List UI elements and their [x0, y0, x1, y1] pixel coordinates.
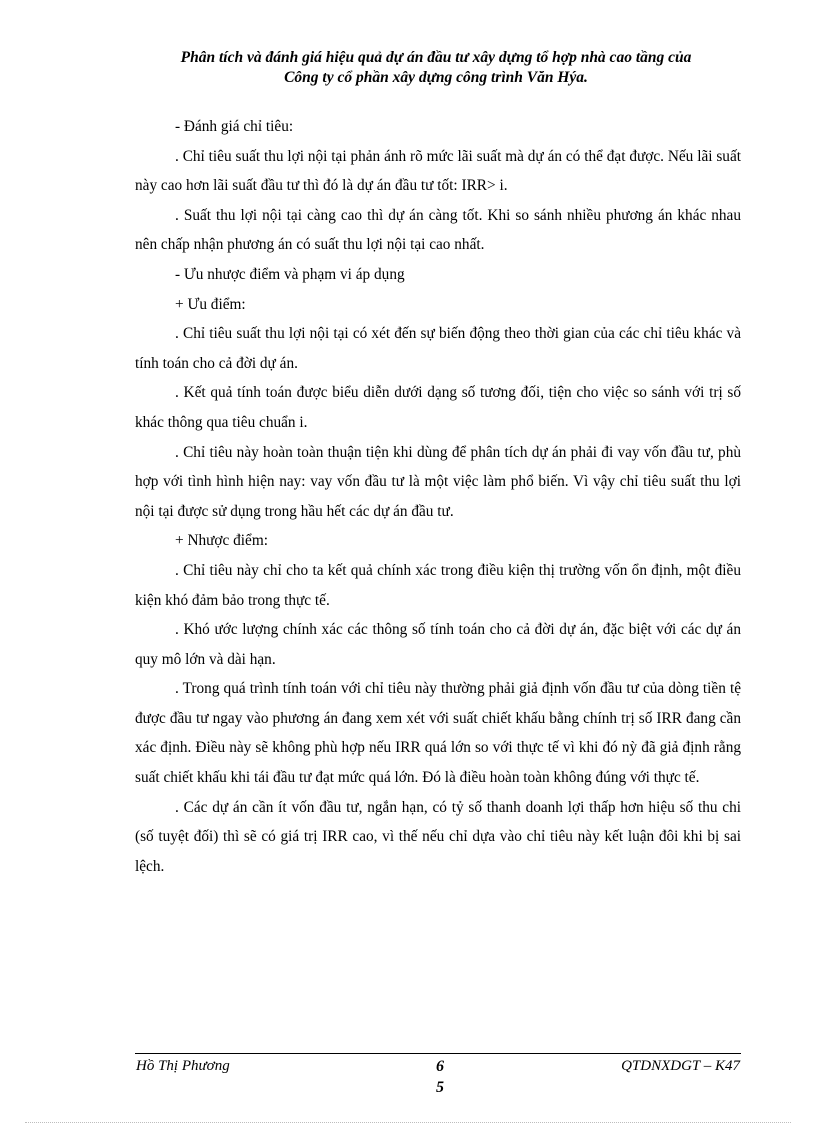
document-body	[135, 112, 741, 881]
subheading-advantages: + Ưu điểm:	[175, 295, 246, 313]
footer-author: Hồ Thị Phương	[136, 1058, 230, 1074]
footer-course-code: QTDNXDGT – K47	[621, 1058, 740, 1074]
paragraph-advantage-2: . Kết quả tính toán được biểu diễn dưới dạng số tương đối, tiện cho việc so sánh với trị số khác thông qua tiêu chuẩn i.	[135, 384, 741, 431]
paragraph-irr-definition: . Chỉ tiêu suất thu lợi nội tại phản ánh rõ mức lãi suất mà dự án có thể đạt được. Nếu lãi suất này cao hơn lãi suất đầu tư thì đó là dự án đầu tư tốt: IRR> i.	[135, 147, 741, 195]
paragraph-disadvantage-3: . Trong quá trình tính toán với chỉ tiêu này thường phải giả định vốn đầu tư của dòng tiền tệ được đầu tư ngay vào phương án đang xem xét với suất chiết khấu bằng chính trị số IRR đang cần xác định. Điều này sẽ không phù hợp nếu IRR quá lớn so với thực tế vì khi đó nỳ đã giả định rằng suất chiết khấu khi tái đầu tư đạt mức quá lớn. Đó là điều hoàn toàn không đúng với thực tế.	[135, 680, 741, 787]
paragraph-advantage-1: . Chỉ tiêu suất thu lợi nội tại có xét đến sự biến động theo thời gian của các chỉ tiêu khác và tính toán cho cả đời dự án.	[135, 325, 741, 372]
header-title-line-2: Công ty cổ phần xây dựng công trình Văn Hýa.	[284, 69, 588, 86]
paragraph-disadvantage-2: . Khó ước lượng chính xác các thông số tính toán cho cả đời dự án, đặc biệt với các dự án quy mô lớn và dài hạn.	[135, 621, 741, 668]
document-header	[100, 48, 772, 88]
paragraph-disadvantage-4: . Các dự án cần ít vốn đầu tư, ngắn hạn, có tỷ số thanh doanh lợi thấp hơn hiệu số thu chi (số tuyệt đối) thì sẽ có giá trị IRR cao, vì thế nếu chỉ dựa vào chỉ tiêu này kết luận đôi khi bị sai lệch.	[135, 798, 741, 875]
paragraph-irr-comparison: . Suất thu lợi nội tại càng cao thì dự án càng tốt. Khi so sánh nhiều phương án khác nhau nên chấp nhận phương án có suất thu lợi nội tại cao nhất.	[135, 206, 741, 254]
paragraph-advantage-3: . Chỉ tiêu này hoàn toàn thuận tiện khi dùng để phân tích dự án phải đi vay vốn đầu tư, phù hợp với tình hình hiện nay: vay vốn đầu tư là một việc làm phổ biến. Vì vậy chỉ tiêu suất thu lợi nội tại được sử dụng trong hầu hết các dự án đầu tư.	[135, 443, 741, 520]
footer-divider	[135, 1053, 741, 1054]
subheading-disadvantages: + Nhược điểm:	[175, 532, 268, 550]
footer-page-number	[428, 1056, 452, 1098]
paragraph-disadvantage-1: . Chỉ tiêu này chỉ cho ta kết quả chính xác trong điều kiện thị trường vốn ổn định, một điều kiện khó đảm bảo trong thực tế.	[135, 561, 741, 609]
header-title-line-1: Phân tích và đánh giá hiệu quả dự án đầu tư xây dựng tổ hợp nhà cao tầng của	[180, 49, 692, 66]
page-number-line-2: 5	[436, 1079, 444, 1096]
section-heading-pros-cons: - Ưu nhược điểm và phạm vi áp dụng	[175, 265, 405, 283]
section-heading-evaluation: - Đánh giá chỉ tiêu:	[175, 118, 294, 135]
page-number-line-1: 6	[436, 1058, 444, 1075]
